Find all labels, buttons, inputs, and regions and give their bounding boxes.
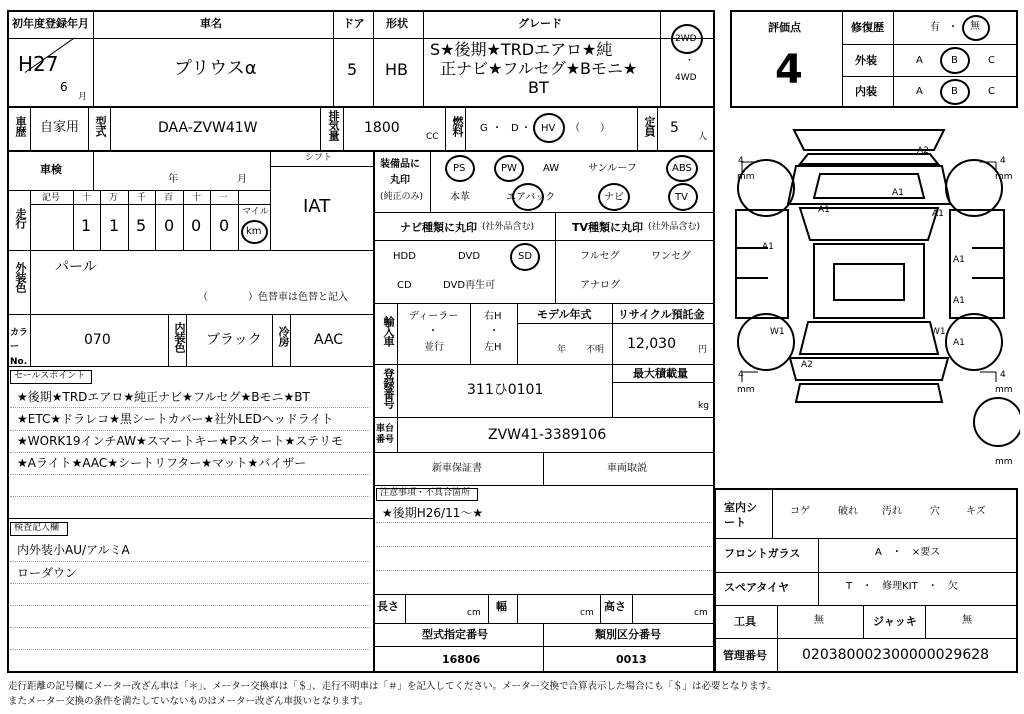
- interior-a: A: [916, 86, 923, 97]
- tire-front-left-mm: mm: [737, 172, 755, 182]
- tools-value: 無: [814, 615, 824, 626]
- fuel-dot-2: ・: [521, 123, 531, 134]
- shaken-label: 車検: [40, 163, 62, 176]
- color-no-value: 070: [84, 332, 111, 348]
- sheet-koge: コゲ: [790, 506, 810, 517]
- footer-line-2: またメーター交換の条件を満たしていないものはメーター改ざん車扱いとなります。: [8, 696, 369, 707]
- capacity-label: 定員: [643, 116, 656, 136]
- damage-mark-5: A1: [762, 242, 774, 252]
- interior-color-label: 内装色: [173, 322, 186, 352]
- navi-hdd: HDD: [393, 251, 416, 262]
- digit-label-6: 一: [219, 193, 229, 203]
- tire-front-right-value: 4: [1000, 156, 1006, 166]
- windshield-label: フロントガラス: [724, 547, 801, 560]
- tv-types-label: TV種類に丸印: [572, 221, 644, 234]
- car-name-label: 車名: [200, 17, 222, 30]
- shaken-month-unit: 月: [237, 174, 247, 185]
- digit-label-4: 百: [164, 193, 174, 203]
- max-load-unit: kg: [698, 401, 709, 411]
- doors-value: 5: [347, 60, 358, 79]
- damage-mark-7: A1: [953, 296, 965, 306]
- equip-leather: 本革: [450, 192, 470, 203]
- navi-types-label: ナビ種類に丸印: [400, 221, 477, 234]
- grade-line-1: S★後期★TRDエアロ★純: [430, 40, 613, 59]
- grade-line-2: 正ナビ★フルセグ★Bモニ★: [440, 59, 638, 78]
- length-label: 長さ: [377, 600, 399, 613]
- capacity-value: 5: [670, 120, 679, 136]
- import-parallel: 並行: [424, 342, 444, 353]
- equipment-label-1: 装備品に: [380, 159, 420, 170]
- mileage-digit-4: 0: [164, 216, 175, 235]
- navi-cd: CD: [397, 280, 412, 291]
- main-sheet-frame: [7, 10, 715, 673]
- import-dot-2: ・: [489, 326, 499, 337]
- fuel-dot-1: ・: [492, 123, 502, 134]
- reg-month-unit: 月: [78, 92, 88, 102]
- mileage-digit-3: 5: [136, 216, 147, 235]
- mileage-digit-6: 0: [219, 216, 230, 235]
- damage-mark-1: A2: [917, 146, 929, 156]
- car-body-diagram: [728, 118, 1020, 480]
- mile-label: マイル: [242, 207, 269, 217]
- exterior-a: A: [916, 55, 923, 66]
- mileage-digit-2: 1: [109, 216, 120, 235]
- sales-point-line-3: ★WORK19インチAW★スマートキー★Pスタート★ステリモ: [17, 434, 343, 448]
- mileage-label: 走行: [14, 208, 27, 228]
- height-label: 高さ: [604, 600, 626, 613]
- equip-sunroof: サンルーフ: [588, 163, 637, 174]
- sales-point-line-2: ★ETC★ドラレコ★黒シートカバー★社外LEDヘッドライト: [17, 412, 334, 426]
- drive-dot: ・: [685, 56, 695, 66]
- repair-dot: ・: [948, 22, 958, 33]
- shape-label: 形状: [386, 17, 408, 30]
- doors-label: ドア: [343, 17, 365, 30]
- equip-pw: PW: [501, 163, 517, 174]
- manual-label: 車両取説: [607, 463, 647, 474]
- manage-no-value: 020380002300000029628: [802, 647, 990, 663]
- displacement-value: 1800: [364, 120, 400, 136]
- import-left-h: 左H: [484, 342, 502, 353]
- type-cert-label: 型式指定番号: [422, 628, 488, 641]
- jack-label: ジャッキ: [873, 615, 917, 628]
- interior-b: B: [951, 86, 958, 97]
- repair-label: 修復歴: [851, 21, 884, 34]
- footer-line-1: 走行距離の記号欄にメーター改ざん車は「＊」、メーター交換車は「＄」、走行不明車は「＃」を記入してください。メーター交換で合算表示した場合にも「＄」は必要となります。: [8, 681, 777, 692]
- damage-mark-2: A1: [892, 188, 904, 198]
- digit-label-3: 千: [137, 193, 147, 203]
- exterior-color-label: 外装色: [14, 262, 27, 292]
- shaken-year-unit: 年: [168, 174, 178, 185]
- grade-label: グレード: [518, 17, 562, 30]
- damage-mark-8: W1: [770, 327, 785, 337]
- tire-spare-mm: mm: [995, 457, 1013, 467]
- drive-4wd: 4WD: [675, 73, 697, 83]
- import-dot-1: ・: [428, 326, 438, 337]
- inspector-line-1: 内外装小AU/アルミA: [17, 543, 130, 557]
- equip-airbag: エアバック: [506, 192, 556, 203]
- tire-front-left-value: 4: [738, 156, 744, 166]
- length-unit: cm: [467, 608, 481, 618]
- km-label: km: [246, 226, 262, 237]
- tire-rear-right-mm: mm: [995, 385, 1013, 395]
- windshield-value: A ・ ×要ス: [875, 547, 941, 558]
- damage-mark-9: W1: [931, 327, 946, 337]
- equip-aw: AW: [543, 163, 560, 174]
- tv-types-sub: (社外品含む): [648, 222, 701, 232]
- history-label: 車歴: [14, 116, 27, 136]
- tools-label: 工具: [734, 615, 756, 628]
- sales-point-line-4: ★Aライト★AAC★シートリフター★マット★バイザー: [17, 456, 307, 470]
- drive-2wd: 2WD: [675, 34, 697, 44]
- exterior-label: 外装: [855, 54, 877, 67]
- registration-label: 登録番号: [382, 368, 395, 408]
- exterior-c: C: [988, 55, 995, 66]
- reg-year-label: 初年度登録年月: [12, 17, 89, 30]
- tv-analog: アナログ: [580, 280, 620, 291]
- model-value: DAA-ZVW41W: [158, 120, 258, 136]
- score-value: 4: [775, 47, 803, 93]
- equipment-label-2: 丸印: [390, 175, 410, 186]
- car-name: プリウスα: [174, 58, 257, 79]
- equip-tv: TV: [675, 192, 688, 203]
- interior-label: 内装: [855, 85, 877, 98]
- displacement-unit: CC: [426, 132, 439, 142]
- recycle-label: リサイクル預託金: [618, 308, 705, 321]
- sales-points-label: セールスポイント: [14, 371, 86, 381]
- reg-era-year: H27: [18, 52, 59, 76]
- fuel-d: D: [511, 123, 519, 134]
- interior-c: C: [988, 86, 995, 97]
- width-unit: cm: [580, 608, 594, 618]
- damage-mark-6: A1: [953, 255, 965, 265]
- registration-number: 311ひ0101: [467, 382, 544, 398]
- warranty-label: 新車保証書: [432, 463, 482, 474]
- navi-sd: SD: [518, 251, 533, 262]
- damage-mark-11: A1: [953, 338, 965, 348]
- tire-front-right-mm: mm: [995, 172, 1013, 182]
- sheet-kizu: キズ: [966, 506, 986, 517]
- tv-fullseg: フルセグ: [580, 251, 620, 262]
- spare-tire-value: T ・ 修理KIT ・ 欠: [846, 581, 958, 592]
- category-value: 0013: [616, 653, 647, 666]
- damage-mark-10: A2: [801, 360, 813, 370]
- equip-ps: PS: [453, 163, 466, 174]
- score-label: 評価点: [768, 21, 801, 34]
- color-change-note: （ ）色替車は色替と記入: [198, 292, 348, 303]
- notes-text: ★後期H26/11〜★: [382, 506, 484, 520]
- sheet-ana: 穴: [930, 506, 940, 517]
- digit-label-1: 十: [82, 193, 92, 203]
- spare-tire-label: スペアタイヤ: [724, 581, 790, 594]
- reg-month: 6: [60, 80, 68, 94]
- model-year-label: モデル年式: [537, 308, 592, 321]
- import-label: 輸入車: [382, 316, 395, 346]
- model-year-unknown: 不明: [586, 345, 605, 355]
- import-right-h: 右H: [484, 311, 502, 322]
- ac-label: 冷房: [277, 326, 290, 346]
- height-unit: cm: [694, 608, 708, 618]
- damage-mark-4: A1: [932, 209, 944, 219]
- fuel-hv: HV: [541, 123, 556, 134]
- sales-point-line-1: ★後期★TRDエアロ★純正ナビ★フルセグ★Bモニ★BT: [17, 390, 310, 404]
- model-label: 型式: [94, 116, 107, 136]
- displacement-label: 排気量: [327, 110, 340, 140]
- shape-value: HB: [385, 60, 409, 79]
- inspector-label: 検査記入欄: [14, 523, 60, 533]
- interior-color-value: ブラック: [206, 332, 262, 348]
- mileage-mark-label: 記号: [42, 193, 61, 203]
- sheet-yogore: 汚れ: [882, 506, 902, 517]
- tire-rear-left-value: 4: [738, 370, 744, 380]
- shift-value: IAT: [303, 196, 331, 217]
- type-cert-value: 16806: [442, 653, 481, 666]
- equipment-label-3: (純正のみ): [380, 192, 424, 202]
- shift-label: シフト: [305, 153, 333, 163]
- fuel-label: 燃料: [451, 116, 464, 136]
- fuel-other: （ ）: [570, 123, 610, 134]
- tire-rear-right-value: 4: [1000, 370, 1006, 380]
- notes-label: 注意事項・不具合箇所: [380, 488, 471, 498]
- recycle-yen: 円: [698, 345, 708, 355]
- model-year-unit: 年: [557, 345, 567, 355]
- digit-label-5: 十: [192, 193, 202, 203]
- damage-mark-3: A1: [818, 205, 830, 215]
- mileage-digit-5: 0: [191, 216, 202, 235]
- chassis-number: ZVW41-3389106: [488, 427, 607, 443]
- color-no-label: カラーNo.: [10, 328, 29, 367]
- navi-dvd: DVD: [458, 251, 481, 262]
- manage-no-label: 管理番号: [723, 649, 767, 662]
- navi-dvd-play: DVD再生可: [443, 280, 496, 291]
- chassis-label: 車台番号: [376, 424, 395, 445]
- recycle-value: 12,030: [627, 336, 676, 352]
- repair-yes: 有: [930, 22, 940, 33]
- tv-oneseg: ワンセグ: [651, 251, 691, 262]
- category-label: 類別区分番号: [595, 628, 661, 641]
- mileage-digit-1: 1: [81, 216, 92, 235]
- inspector-line-2: ローダウン: [17, 566, 78, 580]
- sheet-yabure: 破れ: [838, 506, 858, 517]
- exterior-b: B: [951, 55, 958, 66]
- repair-no: 無: [970, 21, 980, 32]
- width-label: 幅: [496, 600, 507, 613]
- import-dealer: ディーラー: [409, 311, 459, 322]
- equip-navi: ナビ: [604, 192, 624, 203]
- equip-abs: ABS: [672, 163, 692, 174]
- grade-line-3: BT: [528, 78, 549, 97]
- jack-value: 無: [962, 615, 972, 626]
- ac-value: AAC: [314, 332, 344, 348]
- digit-label-2: 万: [109, 193, 119, 203]
- navi-types-sub: (社外品含む): [482, 222, 535, 232]
- history-value: 自家用: [40, 120, 80, 135]
- fuel-g: G: [480, 123, 488, 134]
- capacity-unit: 人: [698, 132, 708, 142]
- max-load-label: 最大積載量: [633, 367, 688, 380]
- tire-rear-left-mm: mm: [737, 385, 755, 395]
- exterior-color-value: パール: [55, 259, 97, 275]
- interior-sheet-label: 室内シート: [724, 501, 757, 530]
